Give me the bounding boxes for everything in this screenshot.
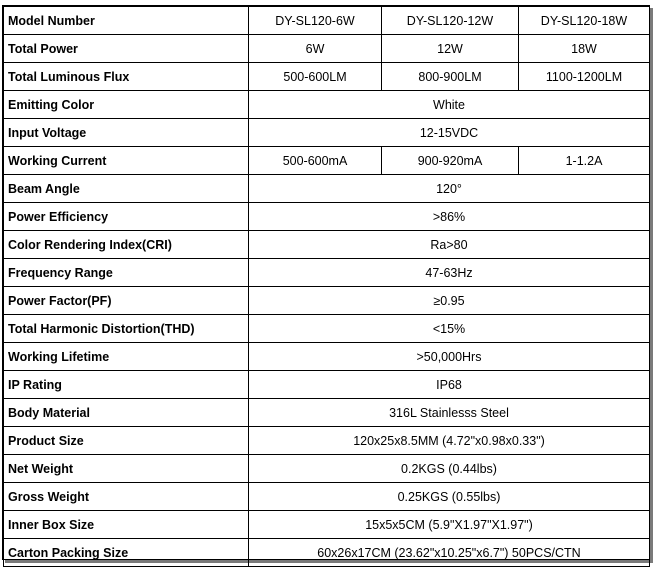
cell-value: 60x26x17CM (23.62"x10.25"x6.7") 50PCS/CTN [249,539,650,567]
cell-value: 120° [249,175,650,203]
cell-value: 18W [519,35,650,63]
cell-value: 1100-1200LM [519,63,650,91]
cell-value: White [249,91,650,119]
table-row [4,147,650,175]
row-label: Power Efficiency [4,203,249,231]
table-row [4,455,650,483]
row-label: Emitting Color [4,91,249,119]
row-label: Total Power [4,35,249,63]
row-label: Input Voltage [4,119,249,147]
row-label: Working Lifetime [4,343,249,371]
table-row [4,175,650,203]
row-label: Total Luminous Flux [4,63,249,91]
model-name: DY-SL120-6W [249,7,382,35]
table-row [4,539,650,567]
cell-value: 15x5x5CM (5.9"X1.97"X1.97") [249,511,650,539]
table-row [4,427,650,455]
table-row [4,119,650,147]
table-row [4,399,650,427]
row-label: Net Weight [4,455,249,483]
cell-value: 47-63Hz [249,259,650,287]
row-label: Carton Packing Size [4,539,249,567]
cell-value: 316L Stainlesss Steel [249,399,650,427]
table-row [4,91,650,119]
cell-value: 500-600LM [249,63,382,91]
table-row [4,203,650,231]
table-row [4,511,650,539]
model-name: DY-SL120-12W [382,7,519,35]
cell-value: Ra>80 [249,231,650,259]
table-row [4,315,650,343]
table-row [4,343,650,371]
row-label: Power Factor(PF) [4,287,249,315]
cell-value: 900-920mA [382,147,519,175]
cell-value: 0.2KGS (0.44lbs) [249,455,650,483]
cell-value: 1-1.2A [519,147,650,175]
row-label: Total Harmonic Distortion(THD) [4,315,249,343]
row-label: Product Size [4,427,249,455]
row-label: Inner Box Size [4,511,249,539]
spec-table-frame [2,5,650,560]
cell-value: ≥0.95 [249,287,650,315]
row-label: Model Number [4,7,249,35]
cell-value: >50,000Hrs [249,343,650,371]
row-label: Working Current [4,147,249,175]
cell-value: 6W [249,35,382,63]
row-label: Gross Weight [4,483,249,511]
row-label: Frequency Range [4,259,249,287]
table-header-row [4,7,650,35]
table-row [4,287,650,315]
row-label: Color Rendering Index(CRI) [4,231,249,259]
cell-value: 12-15VDC [249,119,650,147]
table-row [4,231,650,259]
table-row [4,483,650,511]
table-row [4,371,650,399]
cell-value: 0.25KGS (0.55lbs) [249,483,650,511]
cell-value: 500-600mA [249,147,382,175]
cell-value: 120x25x8.5MM (4.72"x0.98x0.33") [249,427,650,455]
cell-value: 12W [382,35,519,63]
spec-table [3,6,650,567]
table-row [4,259,650,287]
cell-value: <15% [249,315,650,343]
row-label: Body Material [4,399,249,427]
cell-value: 800-900LM [382,63,519,91]
table-row [4,63,650,91]
cell-value: IP68 [249,371,650,399]
row-label: IP Rating [4,371,249,399]
model-name: DY-SL120-18W [519,7,650,35]
cell-value: >86% [249,203,650,231]
table-row [4,35,650,63]
row-label: Beam Angle [4,175,249,203]
